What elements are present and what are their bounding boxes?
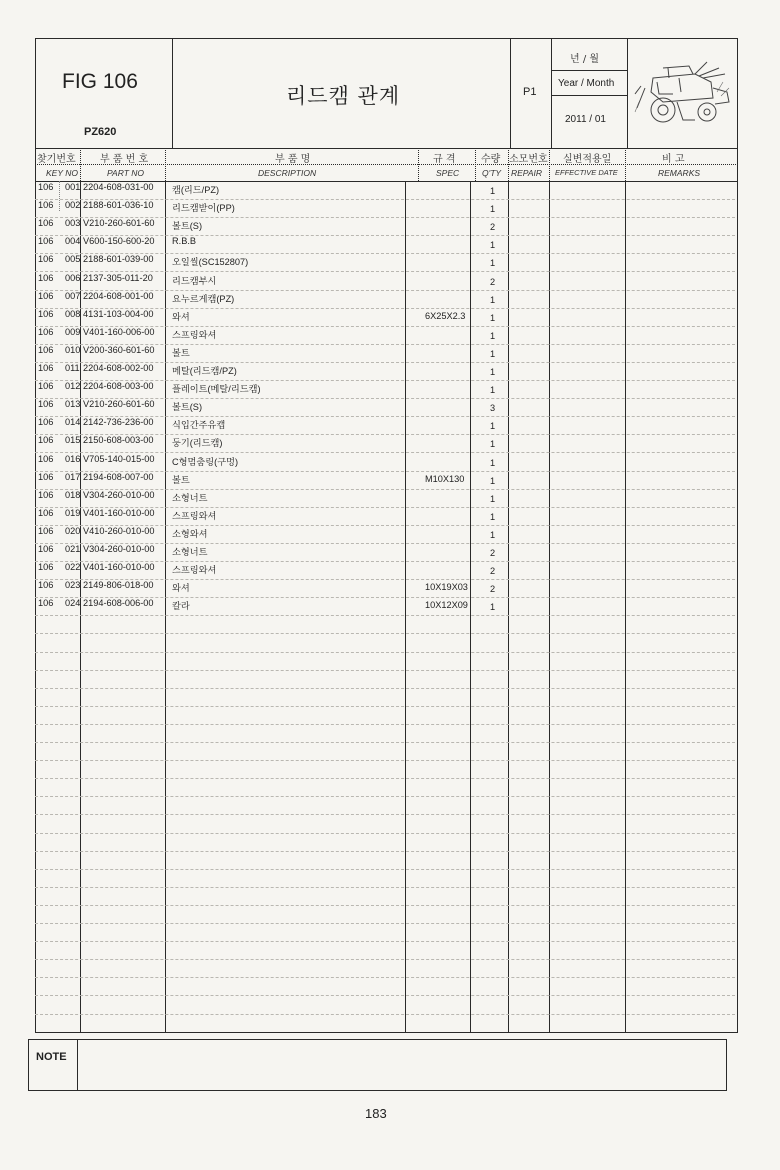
row-description: 오일씰(SC152807) [172,257,249,268]
row-fig-number: 106 [38,399,54,410]
note-divider [77,1039,78,1091]
row-part-number: V600-150-600-20 [83,236,155,247]
row-description: 스프링와셔 [172,565,217,576]
row-fig-number: 106 [38,254,54,265]
row-fig-number: 106 [38,236,54,247]
col-header-part-en: PART NO [107,168,144,178]
table-row [35,362,735,380]
row-quantity: 1 [490,186,496,196]
row-quantity: 1 [490,439,496,450]
row-fig-number: 106 [38,598,54,609]
col-header-desc-ko: 부 품 명 [275,154,311,165]
row-key-number: 017 [65,471,81,482]
row-key-number: 020 [65,525,81,536]
row-key-number: 014 [65,417,81,428]
row-fig-number: 106 [38,182,54,192]
row-key-number: 004 [65,236,81,247]
row-description: R.B.B [172,236,196,247]
row-fig-number: 106 [38,344,54,355]
table-row [35,543,735,561]
row-quantity: 1 [490,602,496,613]
row-rule [35,814,735,815]
table-row [35,290,735,308]
row-description: 스프링와셔 [172,329,217,340]
table-row [35,380,735,398]
col-header-date-en: EFFECTIVE DATE [555,168,618,177]
row-description: 스프링와셔 [172,510,217,521]
row-key-number: 024 [65,598,81,609]
row-description: 칼라 [172,601,190,612]
row-rule [35,977,735,978]
row-description: 와셔 [172,583,190,594]
col-header-repair-en: REPAIR [511,168,543,178]
table-row [35,489,735,507]
row-spec: 10X12X09 [425,600,468,611]
date-label-en: Year / Month [558,78,615,89]
date-value: 2011 / 01 [565,114,606,125]
row-description: 와셔 [172,311,190,322]
row-rule [35,724,735,725]
table-row [35,398,735,416]
row-description: 소형와셔 [172,528,208,539]
row-part-number: V200-360-601-60 [83,344,155,355]
row-description: 소형너트 [172,492,208,503]
row-key-number: 023 [65,580,81,591]
row-key-number: 022 [65,562,81,573]
row-quantity: 1 [490,511,496,522]
row-quantity: 1 [490,529,496,540]
col-header-desc-en: DESCRIPTION [258,168,317,178]
row-quantity: 1 [490,457,496,468]
row-key-number: 021 [65,544,81,554]
row-key-number: 015 [65,435,81,446]
row-fig-number: 106 [38,218,54,229]
table-row [35,217,735,235]
row-description: 요누르게캠(PZ) [172,293,235,304]
row-quantity: 1 [490,294,496,305]
col-header-key-ko: 찾기번호 [37,154,76,165]
row-rule [35,670,735,671]
row-part-number: 2204-608-003-00 [83,381,154,392]
table-row [35,199,735,217]
row-part-number: 2204-608-001-00 [83,290,154,301]
col-header-key-en: KEY NO [46,168,78,178]
row-fig-number: 106 [38,381,54,392]
table-row [35,561,735,579]
table-row [35,253,735,271]
row-rule [35,633,735,634]
col-sep-date [625,148,626,181]
row-key-number: 016 [65,453,81,464]
row-quantity: 1 [490,421,496,432]
table-row [35,597,735,615]
table-row [35,181,735,199]
row-rule [35,615,735,616]
header-vline-3 [551,38,552,148]
row-fig-number: 106 [38,308,54,319]
page-number: 183 [365,1106,387,1121]
row-part-number: 4131-103-004-00 [83,308,154,319]
col-sep-key [80,148,81,181]
row-description: 볼트 [172,474,190,485]
row-description: 볼트(S) [172,402,202,413]
table-row [35,308,735,326]
row-rule [35,706,735,707]
table-row [35,525,735,543]
row-part-number: 2188-601-036-10 [83,200,154,211]
row-fig-number: 106 [38,580,54,591]
col-header-repair-ko: 소모번호 [509,154,548,165]
row-rule [35,923,735,924]
row-quantity: 1 [490,204,496,215]
row-quantity: 1 [490,385,496,396]
table-row [35,507,735,525]
row-quantity: 1 [490,348,496,359]
table-row [35,453,735,471]
row-part-number: 2204-608-031-00 [83,182,154,192]
row-part-number: 2194-608-006-00 [83,598,154,609]
model-code: PZ620 [84,126,117,138]
header-vline-1 [172,38,173,148]
row-part-number: 2149-806-018-00 [83,580,154,591]
row-rule [35,941,735,942]
row-fig-number: 106 [38,489,54,500]
row-description: 플레이트(메탈/리드캠) [172,384,261,395]
row-fig-number: 106 [38,453,54,464]
col-sep-desc [418,148,419,181]
row-spec: M10X130 [425,473,465,484]
row-key-number: 001 [65,182,81,192]
row-key-number: 012 [65,381,81,392]
col-header-remarks-ko: 비 고 [662,154,685,165]
col-header-qty-ko: 수량 [481,154,501,165]
date-label-ko: 년 / 월 [570,54,600,65]
row-description: 메탈(리드캠/PZ) [172,366,237,376]
row-rule [35,688,735,689]
row-key-number: 018 [65,489,81,500]
row-rule [35,959,735,960]
row-rule [35,760,735,761]
row-part-number: V401-160-010-00 [83,562,155,573]
row-key-number: 006 [65,272,81,283]
col-sep-spec [475,148,476,181]
row-part-number: V410-260-010-00 [83,525,155,536]
table-row [35,579,735,597]
col-header-part-ko: 부 품 번 호 [100,154,149,165]
row-rule [35,995,735,996]
rice-transplanter-icon [633,48,733,134]
row-rule [35,905,735,906]
row-description: 볼트 [172,347,190,358]
row-quantity: 2 [490,548,496,558]
col-header-spec-en: SPEC [436,168,460,178]
row-part-number: V401-160-010-00 [83,507,155,518]
row-quantity: 1 [490,330,496,341]
row-quantity: 1 [490,240,496,251]
row-key-number: 019 [65,507,81,518]
row-part-number: 2194-608-007-00 [83,471,154,482]
row-quantity: 1 [490,475,496,486]
row-description: 캠(리드/PZ) [172,185,220,195]
header-vline-2 [510,38,511,148]
row-rule [35,869,735,870]
row-description: 리드캠받이(PP) [172,203,235,214]
col-header-spec-ko: 규 격 [433,154,456,165]
row-part-number: V210-260-601-60 [83,218,155,229]
row-fig-number: 106 [38,471,54,482]
figure-number: FIG 106 [62,70,138,93]
table-row [35,272,735,290]
row-quantity: 2 [490,584,496,595]
row-fig-number: 106 [38,200,54,211]
row-fig-number: 106 [38,435,54,446]
row-spec: 10X19X03 [425,582,468,593]
row-part-number: 2204-608-002-00 [83,363,154,373]
row-key-number: 008 [65,308,81,319]
row-description: 식입간주유캡 [172,420,226,431]
row-rule [35,851,735,852]
col-sep-part [165,148,166,181]
row-quantity: 1 [490,312,496,323]
row-quantity: 2 [490,276,496,287]
row-rule [35,796,735,797]
row-part-number: 2188-601-039-00 [83,254,154,265]
row-rule [35,778,735,779]
row-part-number: V304-260-010-00 [83,544,155,554]
row-spec: 6X25X2.3 [425,310,466,321]
date-divider-1 [551,70,627,71]
row-rule [35,652,735,653]
row-fig-number: 106 [38,562,54,573]
header-bottom-rule [35,148,738,149]
date-divider-2 [551,95,627,96]
row-part-number: V304-260-010-00 [83,489,155,500]
page-code: P1 [523,86,537,98]
col-header-remarks-en: REMARKS [658,168,701,178]
row-part-number: 2150-608-003-00 [83,435,154,446]
row-description: 둥기(리드캠) [172,438,223,449]
page-title: 리드캠 관계 [286,84,401,108]
row-fig-number: 106 [38,507,54,518]
row-quantity: 3 [490,403,496,414]
row-key-number: 009 [65,326,81,337]
row-fig-number: 106 [38,326,54,337]
row-rule [35,833,735,834]
row-description: C형멈춤링(구멍) [172,456,239,467]
col-header-qty-en: Q'TY [482,168,502,178]
header-vline-4 [627,38,628,148]
row-key-number: 013 [65,399,81,410]
row-part-number: 2137-305-011-20 [83,272,153,283]
row-quantity: 2 [490,566,496,577]
row-part-number: V401-160-006-00 [83,326,155,337]
row-fig-number: 106 [38,417,54,428]
row-key-number: 005 [65,254,81,265]
row-description: 소형너트 [172,547,208,557]
col-header-date-ko: 실변적용일 [563,154,612,165]
table-row [35,434,735,452]
row-fig-number: 106 [38,272,54,283]
row-rule [35,887,735,888]
table-row [35,416,735,434]
row-part-number: 2142-736-236-00 [83,417,154,428]
row-fig-number: 106 [38,363,54,373]
note-box [28,1039,727,1091]
table-row [35,344,735,362]
row-quantity: 2 [490,222,496,233]
row-part-number: V210-260-601-60 [83,399,155,410]
row-description: 리드캠부시 [172,275,217,286]
row-part-number: V705-140-015-00 [83,453,155,464]
row-fig-number: 106 [38,290,54,301]
row-key-number: 002 [65,200,81,211]
table-row [35,235,735,253]
row-rule [35,742,735,743]
col-sep-repair [549,148,550,181]
row-key-number: 011 [65,363,80,373]
row-fig-number: 106 [38,544,54,554]
row-quantity: 1 [490,367,496,377]
note-label: NOTE [36,1051,67,1063]
row-key-number: 010 [65,344,81,355]
row-description: 볼트(S) [172,221,202,232]
row-key-number: 003 [65,218,81,229]
table-row [35,471,735,489]
row-quantity: 1 [490,258,496,269]
row-key-number: 007 [65,290,81,301]
table-row [35,326,735,344]
row-quantity: 1 [490,493,496,504]
row-rule [35,1014,735,1015]
row-fig-number: 106 [38,525,54,536]
